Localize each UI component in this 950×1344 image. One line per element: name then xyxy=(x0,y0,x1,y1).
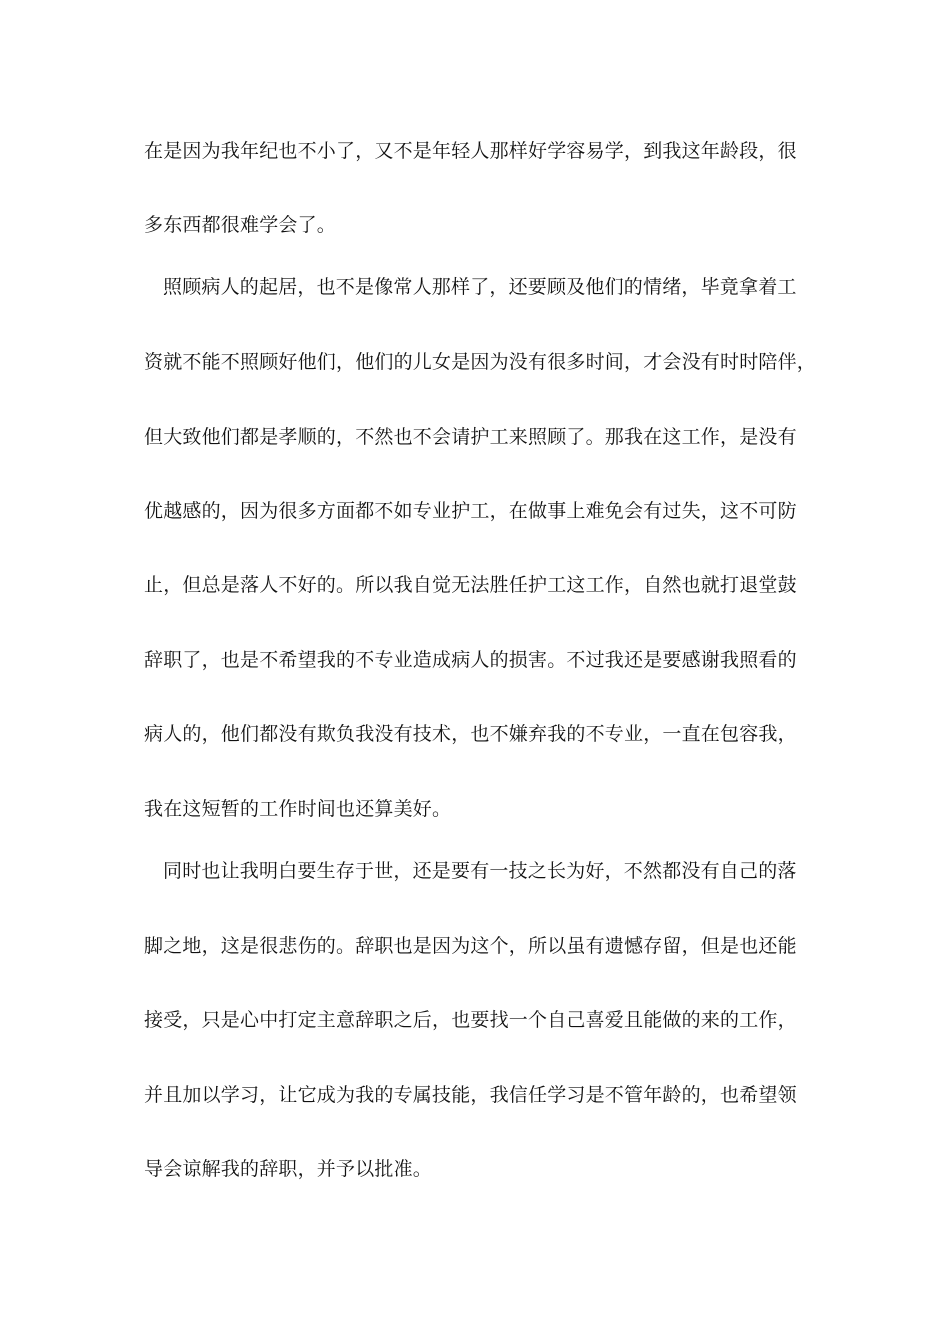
text-line: 资就不能不照顾好他们，他们的儿女是因为没有很多时间，才会没有时时陪伴， xyxy=(144,351,817,373)
text-line: 在是因为我年纪也不小了，又不是年轻人那样好学容易学，到我这年龄段，很 xyxy=(144,140,797,162)
text-line: 止，但总是落人不好的。所以我自觉无法胜任护工这工作，自然也就打退堂鼓 xyxy=(144,574,797,596)
text-line: 辞职了，也是不希望我的不专业造成病人的损害。不过我还是要感谢我照看的 xyxy=(144,649,797,671)
text-line: 导会谅解我的辞职，并予以批准。 xyxy=(144,1158,433,1180)
text-line: 并且加以学习，让它成为我的专属技能，我信任学习是不管年龄的，也希望领 xyxy=(144,1084,797,1106)
paragraph-start-line: 同时也让我明白要生存于世，还是要有一技之长为好，不然都没有自己的落 xyxy=(163,860,797,882)
text-line: 但大致他们都是孝顺的，不然也不会请护工来照顾了。那我在这工作，是没有 xyxy=(144,426,797,448)
text-line: 病人的，他们都没有欺负我没有技术，也不嫌弃我的不专业，一直在包容我， xyxy=(144,723,797,745)
text-line: 脚之地，这是很悲伤的。辞职也是因为这个，所以虽有遗憾存留，但是也还能 xyxy=(144,935,797,957)
paragraph-start-line: 照顾病人的起居，也不是像常人那样了，还要顾及他们的情绪，毕竟拿着工 xyxy=(163,276,797,298)
text-line: 我在这短暂的工作时间也还算美好。 xyxy=(144,798,452,820)
text-line: 多东西都很难学会了。 xyxy=(144,214,337,236)
text-line: 接受，只是心中打定主意辞职之后，也要找一个自己喜爱且能做的来的工作， xyxy=(144,1009,797,1031)
text-line: 优越感的，因为很多方面都不如专业护工，在做事上难免会有过失，这不可防 xyxy=(144,500,797,522)
